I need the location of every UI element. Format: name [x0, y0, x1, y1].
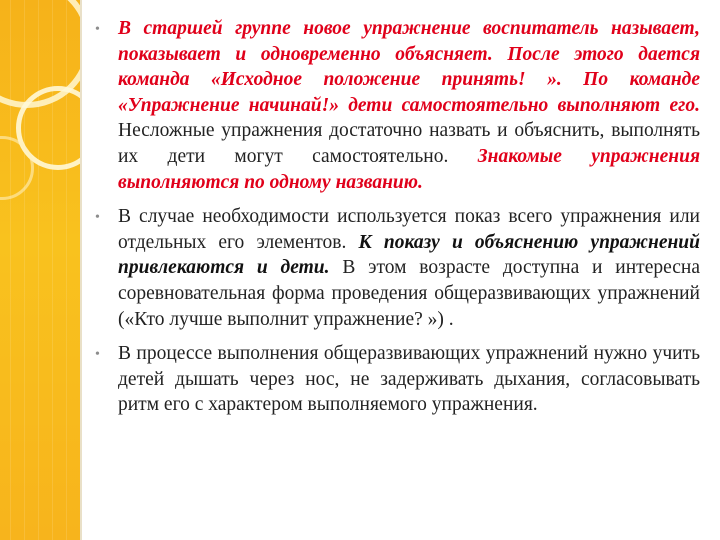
- bullet-1-plain-text: Несложные упражнения достаточно назвать и объяснить, выполнять их дети могут самостоятельно.: [118, 120, 700, 167]
- bullet-2-plain-outro: В этом возрасте доступна и интересна соревновательная форма проведения общеразвивающих упражнений («Кто лучше выполнит упражнение? ») .: [118, 257, 700, 330]
- bullet-item-1: [92, 16, 700, 195]
- bullet-icon: •: [95, 210, 100, 226]
- slide-content: [92, 16, 700, 427]
- decorative-side-panel: [0, 0, 80, 540]
- bullet-1-red-outro: Знакомые упражнения выполняются по одному названию.: [118, 145, 700, 193]
- bullet-item-2: [92, 204, 700, 332]
- bullet-item-3: [92, 341, 700, 418]
- bullet-icon: •: [95, 22, 100, 37]
- panel-divider: [80, 0, 82, 540]
- bullet-1-red-intro: В старшей группе новое упражнение воспитатель называет, показывает и одновременно объясняет. После этого дается команда «Исходное положение принять! ». По команде «Упражнение начинай!» дети самостоятельно выполняют его.: [118, 18, 700, 116]
- bullet-2-bold-emphasis: К показу и объяснению упражнений привлекаются и дети.: [118, 231, 700, 279]
- bullet-2-plain-intro: В случае необходимости используется показ всего упражнения или отдельных его элементов.: [118, 206, 700, 253]
- bullet-3-plain-text: В процессе выполнения общеразвивающих упражнений нужно учить детей дышать через нос, не задерживать дыхания, согласовывать ритм его с характером выполняемого упражнения.: [118, 343, 700, 416]
- bullet-icon: •: [95, 347, 100, 363]
- bullet-list: [92, 16, 700, 418]
